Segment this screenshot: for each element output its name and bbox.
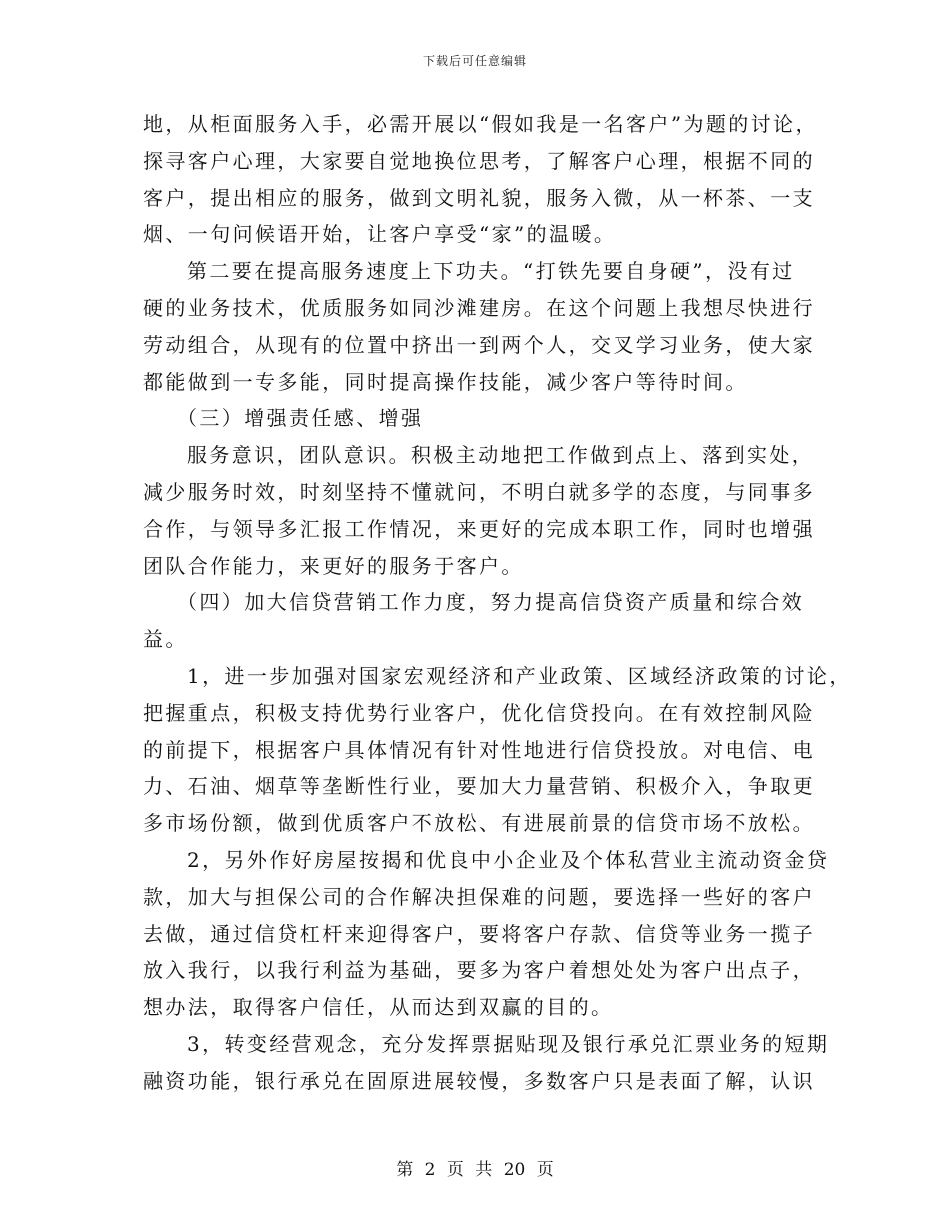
text-line: 融资功能，银行承兑在固原进展较慢，多数客户只是表面了解，认识 — [143, 1068, 815, 1093]
section-heading: （四）加大信贷营销工作力度，努力提高信贷资产质量和综合效 — [177, 590, 805, 615]
text-line: 烟、一句问候语开始，让客户享受“家”的温暖。 — [143, 222, 617, 247]
paragraph-start: 第二要在提高服务速度上下功夫。“打铁先要自身硬”，没有过 — [187, 259, 795, 284]
paragraph-start: 3，转变经营观念，充分发挥票据贴现及银行承兑汇票业务的短期 — [187, 1031, 830, 1056]
text-line: 多市场份额，做到优质客户不放松、有进展前景的信贷市场不放松。 — [143, 811, 815, 836]
paragraph-start: 2，另外作好房屋按揭和优良中小企业及个体私营业主流动资金贷 — [187, 847, 830, 872]
text-line: 都能做到一专多能，同时提高操作技能，减少客户等待时间。 — [143, 369, 748, 394]
paragraph-start: 1，进一步加强对国家宏观经济和产业政策、区域经济政策的讨论， — [187, 663, 852, 688]
text-line: 放入我行，以我行利益为基础，要多为客户着想处处为客户出点子， — [143, 958, 815, 983]
text-line: 减少服务时效，时刻坚持不懂就问，不明白就多学的态度，与同事多 — [143, 479, 815, 504]
text-line: 益。 — [143, 627, 188, 652]
text-line: 款，加大与担保公司的合作解决担保难的问题，要选择一些好的客户 — [143, 884, 815, 909]
text-line: 合作，与领导多汇报工作情况，来更好的完成本职工作，同时也增强 — [143, 516, 815, 541]
text-line: 探寻客户心理，大家要自觉地换位思考，了解客户心理，根据不同的 — [143, 148, 815, 173]
section-heading: （三）增强责任感、增强 — [177, 406, 424, 431]
text-line: 想办法，取得客户信任，从而达到双赢的目的。 — [143, 995, 614, 1020]
page-number: 第 2 页 共 20 页 — [396, 1160, 554, 1180]
page-header: 下载后可任意编辑 — [422, 54, 527, 68]
text-line: 硬的业务技术，优质服务如同沙滩建房。在这个问题上我想尽快进行 — [143, 295, 815, 320]
text-line: 团队合作能力，来更好的服务于客户。 — [143, 553, 524, 578]
document-body — [143, 106, 852, 1100]
text-line: 力、石油、烟草等垄断性行业，要加大力量营销、积极介入，争取更 — [143, 774, 815, 799]
text-line: 客户，提出相应的服务，做到文明礼貌，服务入微，从一杯茶、一支 — [143, 185, 815, 210]
text-line: 劳动组合，从现有的位置中挤出一到两个人，交叉学习业务，使大家 — [143, 332, 815, 357]
text-line: 的前提下，根据客户具体情况有针对性地进行信贷投放。对电信、电 — [143, 737, 815, 762]
text-line: 去做，通过信贷杠杆来迎得客户，要将客户存款、信贷等业务一揽子 — [143, 921, 815, 946]
text-line: 把握重点，积极支持优势行业客户，优化信贷投向。在有效控制风险 — [143, 700, 815, 725]
paragraph-start: 服务意识，团队意识。积极主动地把工作做到点上、落到实处， — [187, 443, 815, 468]
text-line: 地，从柜面服务入手，必需开展以“假如我是一名客户”为题的讨论， — [143, 112, 818, 136]
